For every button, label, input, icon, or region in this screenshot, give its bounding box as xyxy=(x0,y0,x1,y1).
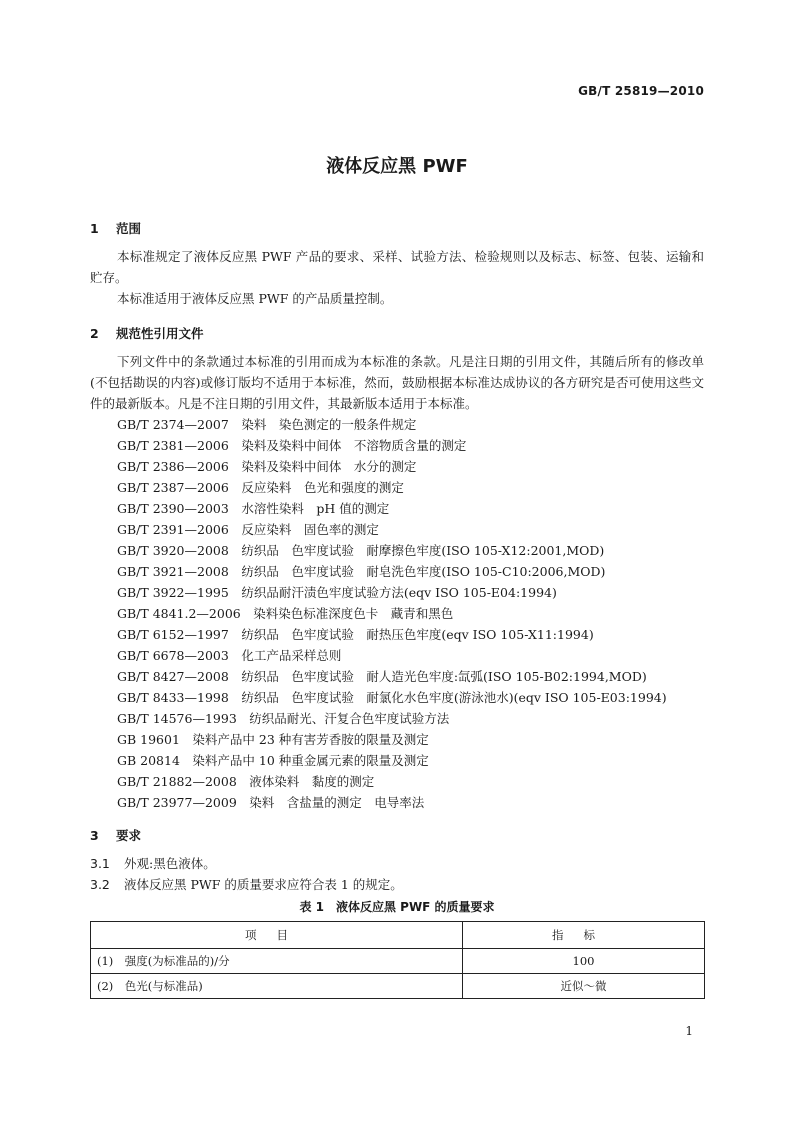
clause-text: 外观:黑色液体。 xyxy=(124,856,216,871)
reference-item: GB/T 4841.2—2006 染料染色标准深度色卡 藏青和黑色 xyxy=(117,606,454,621)
table-cell-item: (1) 强度(为标准品的)/分 xyxy=(91,949,463,974)
section-title: 要求 xyxy=(116,828,142,843)
table-cell-item: (2) 色光(与标准品) xyxy=(91,974,463,999)
section-number: 2 xyxy=(90,326,99,341)
reference-item: GB/T 2390—2003 水溶性染料 pH 值的测定 xyxy=(117,501,390,516)
section-2-heading xyxy=(90,324,204,342)
reference-item: GB/T 3920—2008 纺织品 色牢度试验 耐摩擦色牢度(ISO 105-X12:2001,MOD) xyxy=(117,543,605,558)
reference-item: GB 20814 染料产品中 10 种重金属元素的限量及测定 xyxy=(117,753,429,768)
references-intro-paragraph: 下列文件中的条款通过本标准的引用而成为本标准的条款。凡是注日期的引用文件，其随后所有的修改单(不包括勘误的内容)或修订版均不适用于本标准，然而，鼓励根据本标准达成协议的各方研究是否可使用这些文件的最新版本。凡是不注日期的引用文件，其最新版本适用于本标准。 xyxy=(90,354,704,411)
section-title: 范围 xyxy=(116,221,142,236)
page-number: 1 xyxy=(685,1024,693,1038)
reference-item: GB/T 23977—2009 染料 含盐量的测定 电导率法 xyxy=(117,795,425,810)
scope-paragraph-1: 本标准规定了液体反应黑 PWF 产品的要求、采样、试验方法、检验规则以及标志、标签、包装、运输和贮存。 xyxy=(90,249,704,285)
reference-item: GB/T 8433—1998 纺织品 色牢度试验 耐氯化水色牢度(游泳池水)(eqv ISO 105-E03:1994) xyxy=(117,690,667,705)
table-header-row xyxy=(91,922,705,949)
reference-item: GB/T 2391—2006 反应染料 固色率的测定 xyxy=(117,522,379,537)
normative-references-list xyxy=(117,414,667,813)
section-number: 1 xyxy=(90,221,99,236)
reference-item: GB 19601 染料产品中 23 种有害芳香胺的限量及测定 xyxy=(117,732,429,747)
reference-item: GB/T 2374—2007 染料 染色测定的一般条件规定 xyxy=(117,417,417,432)
clause-number: 3.2 xyxy=(90,877,110,892)
table-row xyxy=(91,974,705,999)
section-number: 3 xyxy=(90,828,99,843)
table-row xyxy=(91,949,705,974)
reference-item: GB/T 6152—1997 纺织品 色牢度试验 耐热压色牢度(eqv ISO 105-X11:1994) xyxy=(117,627,594,642)
scope-paragraph-2: 本标准适用于液体反应黑 PWF 的产品质量控制。 xyxy=(117,291,393,306)
document-title: 液体反应黑 PWF xyxy=(326,156,468,177)
section-1-heading xyxy=(90,219,141,237)
table-cell-value: 近似～微 xyxy=(463,974,705,999)
reference-item: GB/T 2381—2006 染料及染料中间体 不溶物质含量的测定 xyxy=(117,438,467,453)
reference-item: GB/T 3921—2008 纺织品 色牢度试验 耐皂洗色牢度(ISO 105-C10:2006,MOD) xyxy=(117,564,606,579)
clause-3-1 xyxy=(90,853,216,874)
reference-item: GB/T 6678—2003 化工产品采样总则 xyxy=(117,648,342,663)
column-header-spec: 指标 xyxy=(463,922,705,949)
reference-item: GB/T 2386—2006 染料及染料中间体 水分的测定 xyxy=(117,459,417,474)
reference-item: GB/T 3922—1995 纺织品耐汗渍色牢度试验方法(eqv ISO 105-E04:1994) xyxy=(117,585,557,600)
reference-item: GB/T 8427—2008 纺织品 色牢度试验 耐人造光色牢度:氙弧(ISO 105-B02:1994,MOD) xyxy=(117,669,647,684)
section-title: 规范性引用文件 xyxy=(116,326,204,341)
table-1-caption: 表 1 液体反应黑 PWF 的质量要求 xyxy=(299,900,495,914)
clause-text: 液体反应黑 PWF 的质量要求应符合表 1 的规定。 xyxy=(124,877,403,892)
reference-item: GB/T 2387—2006 反应染料 色光和强度的测定 xyxy=(117,480,404,495)
clause-number: 3.1 xyxy=(90,856,110,871)
quality-requirements-table xyxy=(90,921,705,999)
clause-3-2 xyxy=(90,874,403,895)
standard-number: GB/T 25819—2010 xyxy=(578,84,704,98)
table-cell-value: 100 xyxy=(463,949,705,974)
reference-item: GB/T 14576—1993 纺织品耐光、汗复合色牢度试验方法 xyxy=(117,711,450,726)
column-header-item: 项目 xyxy=(91,922,463,949)
section-3-heading xyxy=(90,826,141,844)
reference-item: GB/T 21882—2008 液体染料 黏度的测定 xyxy=(117,774,375,789)
